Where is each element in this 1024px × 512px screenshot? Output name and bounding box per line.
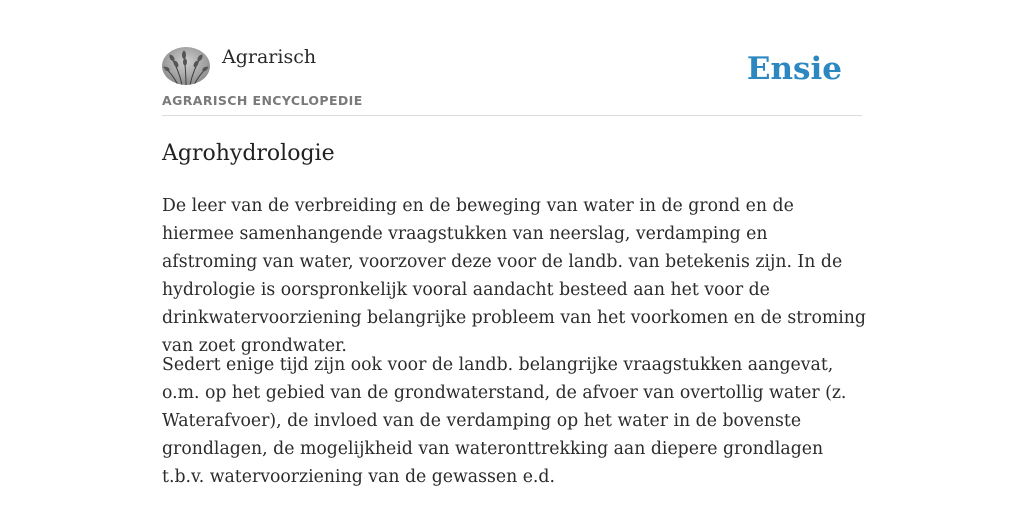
source-subtitle: AGRARISCH ENCYCLOPEDIE [162, 93, 363, 108]
article-title: Agrohydrologie [162, 141, 335, 166]
article-paragraph: Sedert enige tijd zijn ook voor de landb. belangrijke vraagstukken aangevat, o.m. op het gebied van de grondwaterstand, de afvoer van overtollig water (z. Waterafvoer), de invloed van de verdamping op het water in de bovenste grondlagen, de mogelijkheid van wateronttrekking aan diepere grondlagen t.b.v. watervoorziening van de gewassen e.d. [162, 355, 847, 487]
brand-logo[interactable]: Ensie [746, 51, 842, 87]
wheat-icon [162, 47, 210, 85]
header [162, 44, 862, 116]
article-paragraph: De leer van de verbreiding en de beweging van water in de grond en de hiermee samenhangende vraagstukken van neerslag, verdamping en afstroming van water, voorzover deze voor de landb. van betekenis zijn. In de hydrologie is oorspronkelijk vooral aandacht besteed aan het voor de drinkwatervoorziening belangrijke probleem van het voorkomen en de stroming van zoet grondwater. [162, 196, 866, 356]
divider [162, 115, 862, 116]
source-title[interactable]: Agrarisch [222, 46, 317, 68]
avatar[interactable] [162, 47, 210, 85]
